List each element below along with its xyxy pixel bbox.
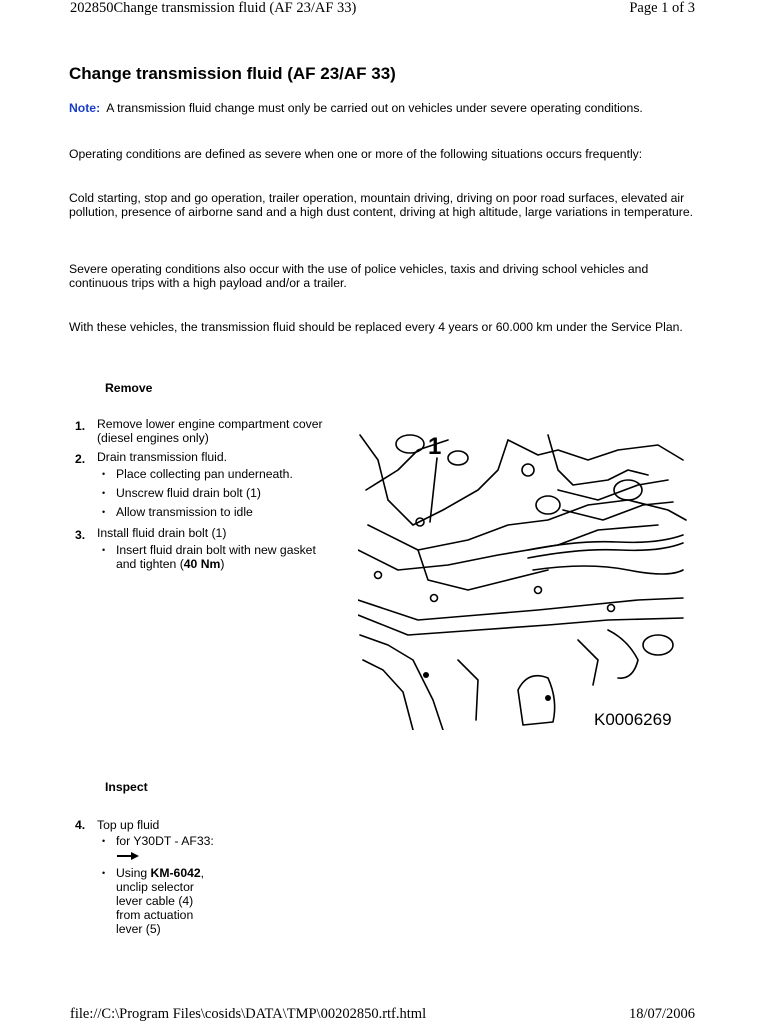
footer-date: 18/07/2006 bbox=[628, 1006, 695, 1022]
step-text: Top up fluid bbox=[97, 818, 160, 832]
header-document-title: 202850Change transmission fluid (AF 23/AF 33) bbox=[70, 0, 357, 16]
paragraph-vehicles: Severe operating conditions also occur with the use of police vehicles, taxis and driving school vehicles and continuous trips with a high payload and/or a trailer. bbox=[69, 262, 649, 290]
list-item: • for Y30DT - AF33: bbox=[116, 834, 216, 863]
paragraph-situations: Cold starting, stop and go operation, trailer operation, mountain driving, driving on poor road surfaces, elevated air pollution, presence of airborne sand and a high dust content, driving at high altitude, large variations in temperature. bbox=[69, 191, 693, 219]
section-heading-inspect: Inspect bbox=[105, 780, 148, 794]
transmission-diagram bbox=[358, 430, 688, 730]
footer-file-path: file://C:\Program Files\cosids\DATA\TMP\00202850.rtf.html bbox=[70, 1006, 427, 1022]
section-heading-remove: Remove bbox=[105, 381, 153, 395]
paragraph-conditions: Operating conditions are defined as severe when one or more of the following situations occurs frequently: bbox=[69, 147, 643, 161]
page-title: Change transmission fluid (AF 23/AF 33) bbox=[69, 64, 396, 83]
figure-code: K0006269 bbox=[594, 710, 672, 729]
list-item: • Using KM-6042, unclip selector lever cable (4) from actuation lever (5) bbox=[102, 866, 205, 936]
list-item: • Unscrew fluid drain bolt (1) bbox=[102, 486, 261, 500]
torque-value: 40 Nm bbox=[183, 557, 221, 571]
step-text: Remove lower engine compartment cover (diesel engines only) bbox=[97, 417, 323, 445]
callout-label: 1 bbox=[428, 433, 442, 460]
list-item: • Insert fluid drain bolt with new gasket and tighten (40 Nm) bbox=[102, 543, 316, 571]
transmission-illustration bbox=[358, 430, 688, 730]
step-number: 4. bbox=[75, 818, 86, 832]
paragraph-interval: With these vehicles, the transmission fluid should be replaced every 4 years or 60.000 km under the Service Plan. bbox=[69, 320, 683, 334]
header-page-number: Page 1 of 3 bbox=[629, 0, 695, 16]
list-item: • Place collecting pan underneath. bbox=[102, 467, 293, 481]
note-label: Note: bbox=[69, 101, 101, 115]
note-text: A transmission fluid change must only be carried out on vehicles under severe operating conditions. bbox=[106, 101, 643, 115]
step-number: 1. bbox=[75, 419, 86, 433]
tool-number: KM-6042 bbox=[150, 866, 201, 880]
note-paragraph bbox=[69, 101, 709, 115]
step-number: 3. bbox=[75, 528, 86, 542]
step-text: Drain transmission fluid. bbox=[97, 450, 228, 464]
arrow-icon bbox=[117, 849, 139, 863]
step-text: Install fluid drain bolt (1) bbox=[97, 526, 227, 540]
step-number: 2. bbox=[75, 452, 86, 466]
list-item: • Allow transmission to idle bbox=[102, 505, 253, 519]
